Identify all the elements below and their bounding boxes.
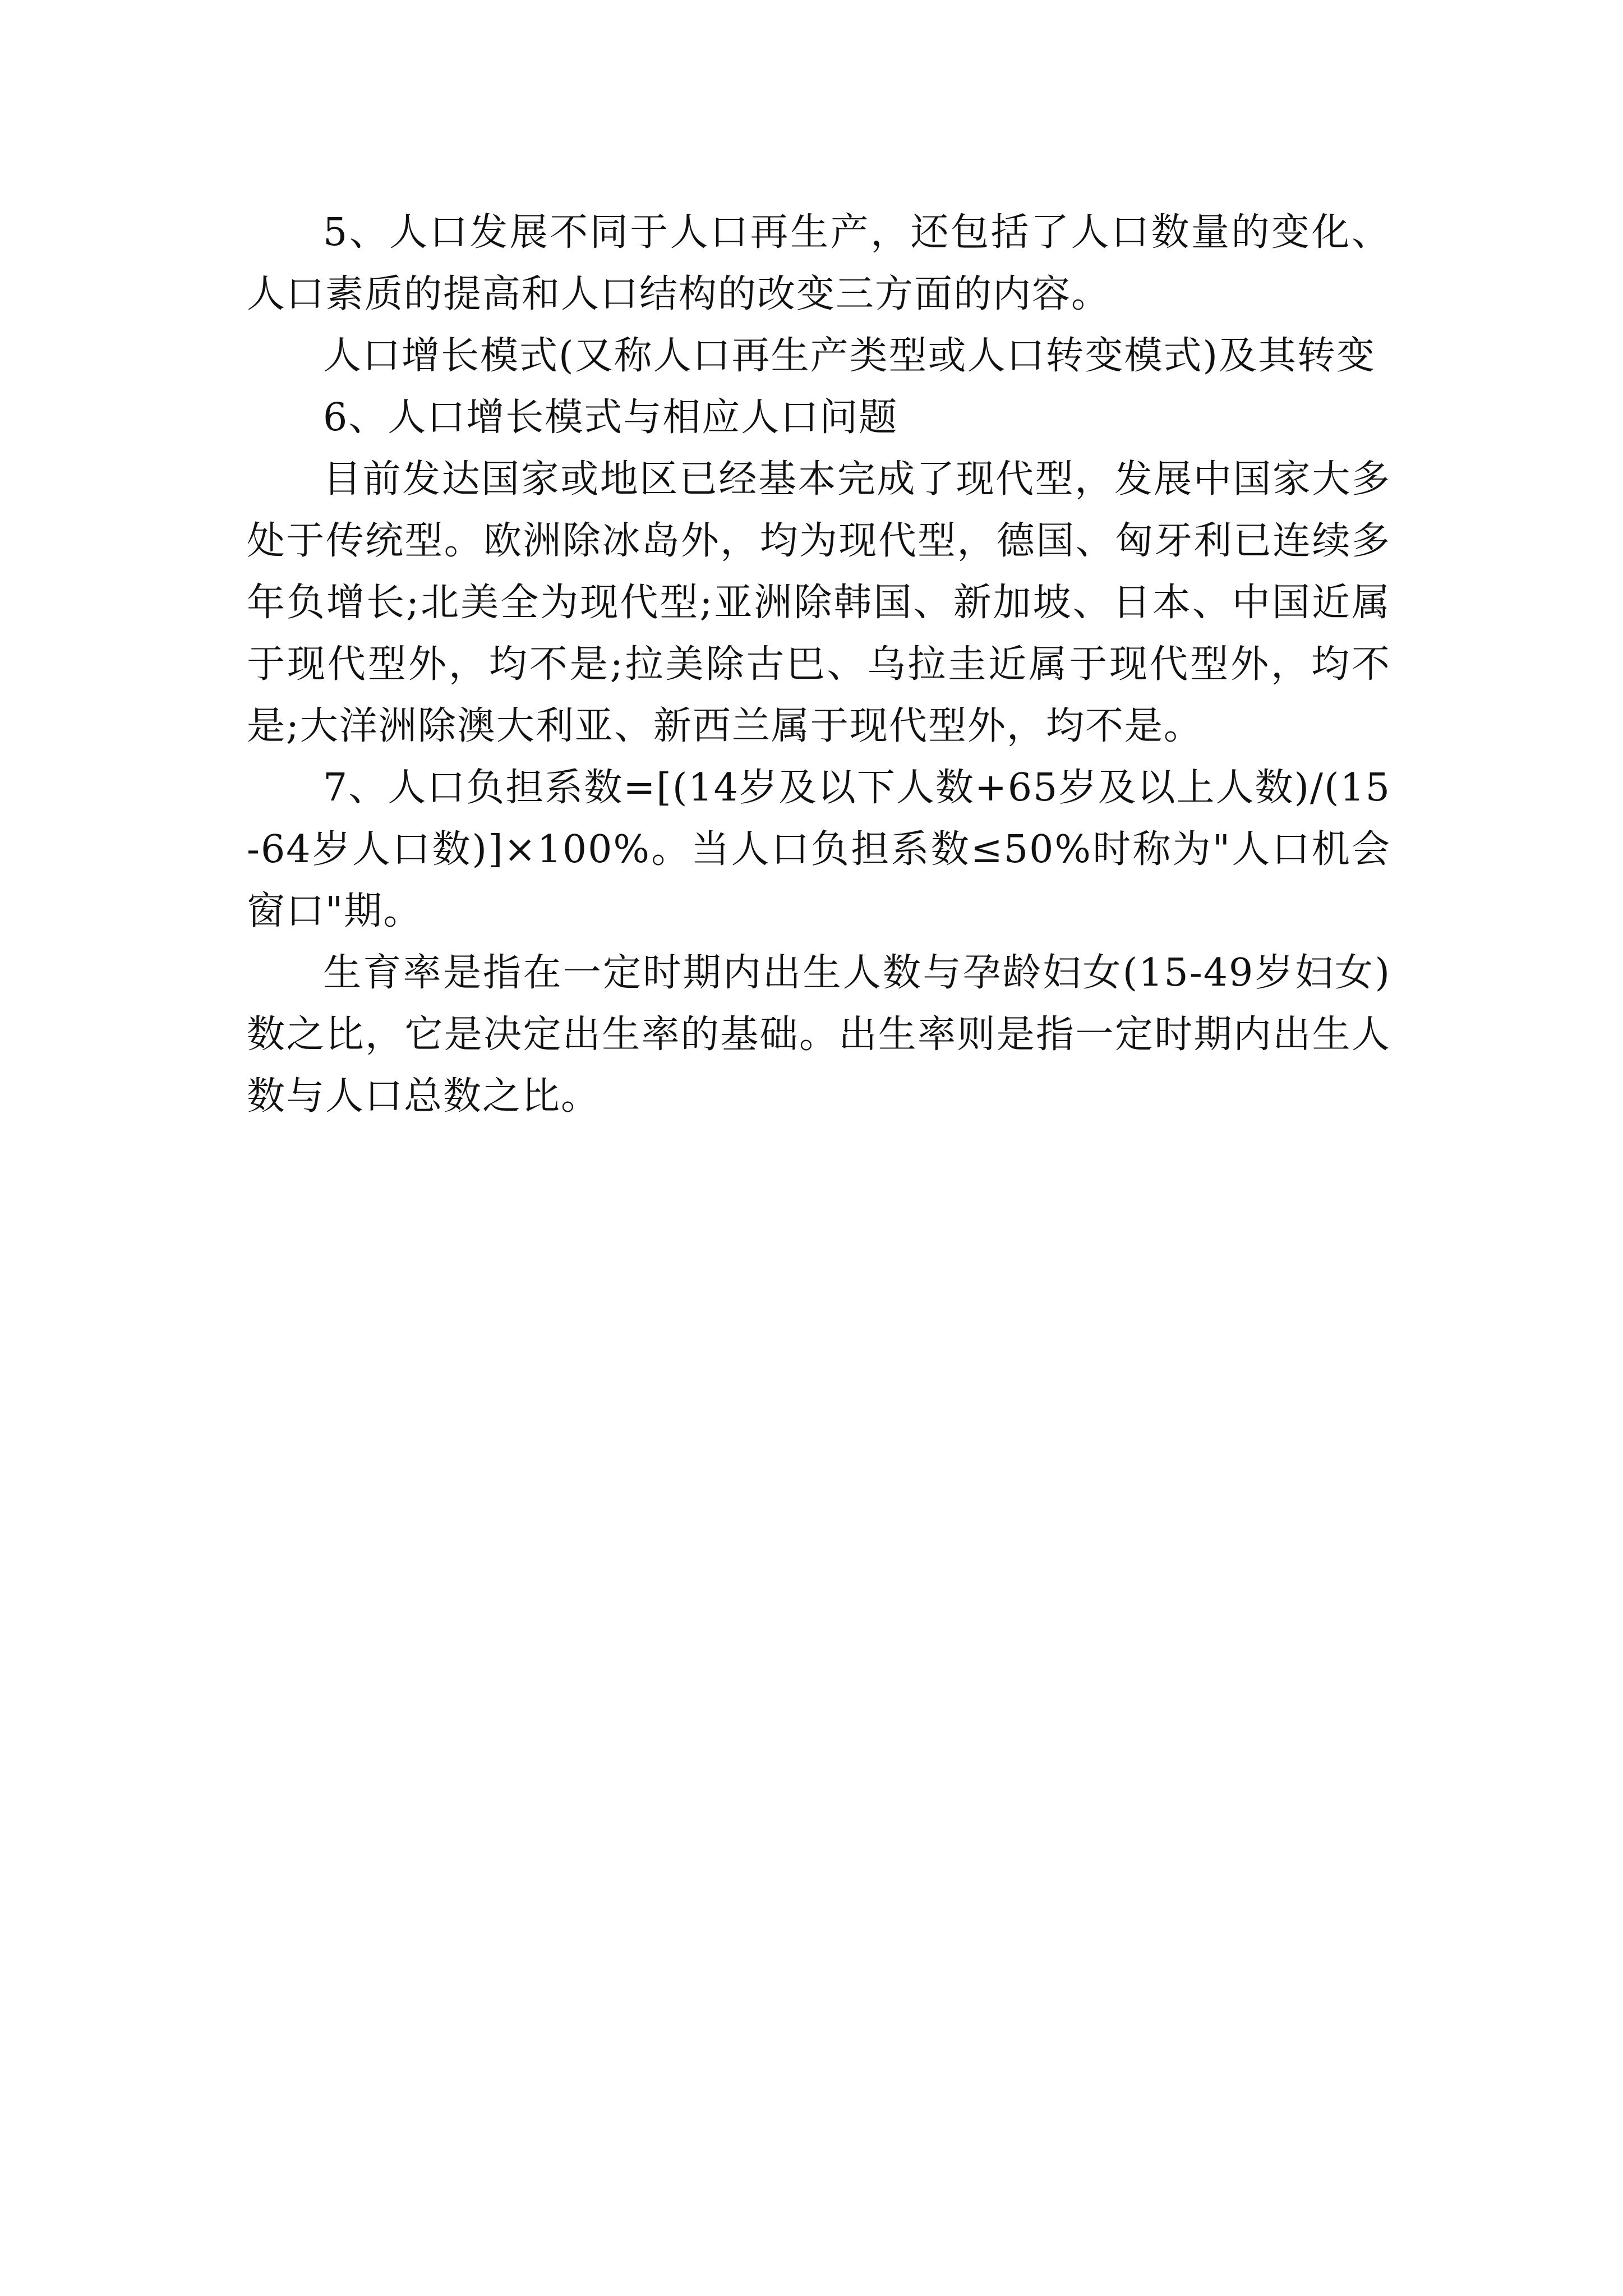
paragraph-fertility-birth-rate: 生育率是指在一定时期内出生人数与孕龄妇女(15-49岁妇女)数之比，它是决定出生率的基础。出生率则是指一定时期内出生人数与人口总数之比。 [247, 951, 1391, 1119]
paragraph-5-population-development: 5、人口发展不同于人口再生产，还包括了人口数量的变化、人口素质的提高和人口结构的改变三方面的内容。 [247, 210, 1391, 316]
document-body [247, 202, 1391, 1128]
paragraph-6-growth-model-problems: 6、人口增长模式与相应人口问题 [323, 395, 898, 440]
paragraph-7-dependency-ratio: 7、人口负担系数=[(14岁及以下人数+65岁及以上人数)/(15-64岁人口数)]×100%。当人口负担系数≤50%时称为"人口机会窗口"期。 [247, 766, 1391, 933]
paragraph-regional-growth-types: 目前发达国家或地区已经基本完成了现代型，发展中国家大多处于传统型。欧洲除冰岛外，均为现代型，德国、匈牙利已连续多年负增长;北美全为现代型;亚洲除韩国、新加坡、日本、中国近属于现代型外，均不是;拉美除古巴、乌拉圭近属于现代型外，均不是;大洋洲除澳大利亚、新西兰属于现代型外，均不是。 [247, 457, 1391, 748]
paragraph-growth-model-heading: 人口增长模式(又称人口再生产类型或人口转变模式)及其转变 [323, 334, 1376, 378]
